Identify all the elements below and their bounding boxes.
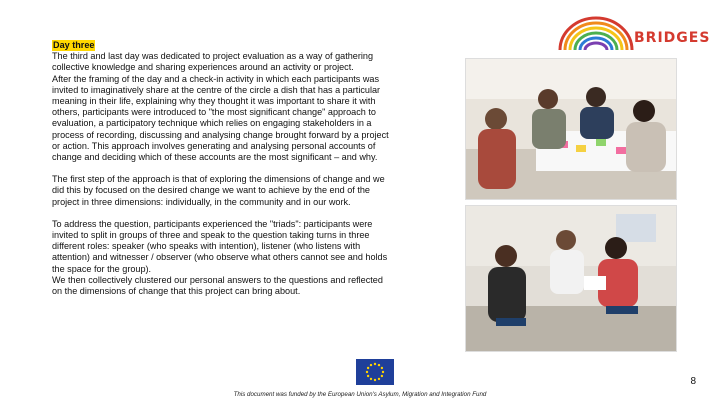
funding-footer: This document was funded by the European Union's Asylum, Migration and Integration Fund [233,391,487,398]
p3-line: the space for the group). [52,263,152,274]
p2-line: did this by focused on the desired change we want to achieve by the end of the [52,185,370,196]
p3-line: We then collectively clustered our personal answers to the questions and reflected [52,274,383,285]
p2-line: project in three dimensions: individually, in the community and in our work. [52,196,351,207]
p2-line: The first step of the approach is that of exploring the dimensions of change and we [52,174,385,185]
paragraph-3 [52,219,457,297]
p3-line: invited to split in groups of three and speak to the question taking turns in three [52,230,370,241]
p1-line: process of recording, discussing and analysing change brought forward by a project [52,129,389,140]
p1-line: or action. This approach involves generating and analysing personal accounts of [52,140,376,151]
workshop-photo-table [465,58,677,200]
p1-line: change and deciding which of these accounts are the most significant – and why. [52,152,378,163]
page-number: 8 [690,376,696,387]
bridges-logo [556,12,711,52]
logo-text: BRIDGES [634,30,711,46]
p3-line: To address the question, participants experienced the "triads": participants were [52,218,373,229]
p1-line: meaning in their life, explaining why they thought it was important to share it with [52,96,376,107]
p1-line: collective knowledge and sharing experiences around an activity or project. [52,62,354,73]
p3-line: on the dimensions of change that this project can bring about. [52,286,301,297]
workshop-photo-circle [465,205,677,352]
p3-line: attention) and witnesser / observer (who observe what others cannot see and holds [52,252,388,263]
p1-line: others, participants were introduced to "the most significant change" approach to [52,107,376,118]
p3-line: different roles: speaker (who speaks with intention), listener (who listens with [52,241,361,252]
body-text [52,40,457,297]
eu-flag-icon [356,359,394,385]
paragraph-2 [52,174,457,208]
p1-line: The third and last day was dedicated to project evaluation as a way of gathering [52,51,374,62]
p1-line: After the framing of the day and a check-in activity in which each participants was [52,73,380,84]
p1-line: evaluation, a participatory technique which relies on engaging stakeholders in a [52,118,372,129]
section-heading: Day three [53,40,95,50]
p1-line: invited to imaginatively share at the centre of the circle a dish that has a particular [52,84,381,95]
rainbow-arc-icon [556,12,636,52]
paragraph-1 [52,51,457,163]
